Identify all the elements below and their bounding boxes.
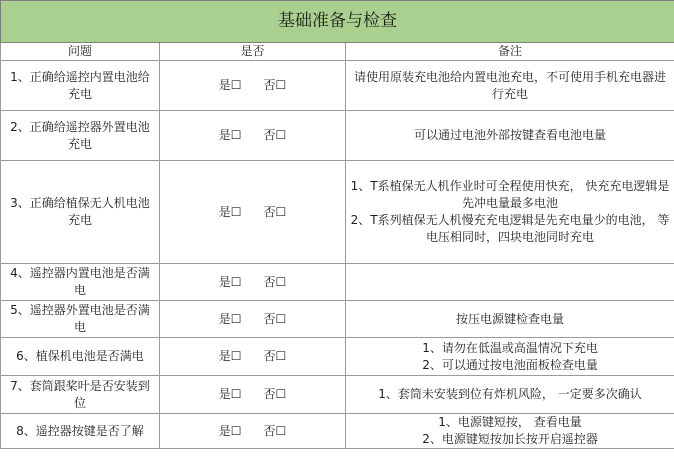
remark-cell: [346, 376, 674, 414]
remark-line: 1、电源键短按， 查看电量: [438, 415, 582, 429]
title-row: [1, 1, 674, 43]
question-cell: 2、正确给遥控器外置电池充电: [1, 111, 160, 161]
yes-checkbox[interactable]: 是☐: [218, 311, 242, 326]
table-row: [1, 264, 674, 301]
question-cell: 1、正确给遥控内置电池给充电: [1, 61, 160, 111]
header-question: 问题: [1, 43, 160, 61]
remark-cell: [346, 301, 674, 338]
yesno-cell: [160, 338, 346, 376]
remark-cell: [346, 161, 674, 264]
header-row: [1, 43, 674, 61]
yesno-cell: [160, 376, 346, 414]
yesno-cell: [160, 414, 346, 449]
table-row: [1, 61, 674, 111]
remark-cell: [346, 111, 674, 161]
table-row: [1, 301, 674, 338]
remark-cell: [346, 338, 674, 376]
no-checkbox[interactable]: 否☐: [263, 78, 287, 92]
sheet-title: 基础准备与检查: [1, 1, 674, 43]
header-remark: 备注: [346, 43, 674, 61]
yes-checkbox[interactable]: 是☐: [218, 128, 242, 142]
yesno-cell: [160, 161, 346, 264]
checklist-rows: [1, 61, 674, 449]
question-cell: 4、遥控器内置电池是否满电: [1, 264, 160, 301]
question-cell: 5、遥控器外置电池是否满电: [1, 301, 160, 338]
yesno-cell: [160, 111, 346, 161]
no-checkbox[interactable]: 否☐: [263, 274, 287, 289]
question-cell: 7、套筒跟桨叶是否安装到位: [1, 376, 160, 414]
no-checkbox[interactable]: 否☐: [263, 423, 287, 438]
yes-checkbox[interactable]: 是☐: [218, 387, 242, 401]
no-checkbox[interactable]: 否☐: [263, 349, 287, 363]
yes-checkbox[interactable]: 是☐: [218, 274, 242, 289]
table-row: [1, 376, 674, 414]
table-row: [1, 161, 674, 264]
remark-line: 按压电源键检查电量: [456, 311, 565, 326]
no-checkbox[interactable]: 否☐: [263, 204, 287, 219]
table-row: [1, 338, 674, 376]
remark-line: 2、可以通过按电池面板检查电量: [422, 357, 598, 372]
remark-line: 请使用原装充电池给内置电池充电，不可使用手机充电器进行充电: [354, 69, 667, 101]
remark-line: 可以通过电池外部按键查看电池电量: [414, 128, 607, 142]
question-cell: 3、正确给植保无人机电池充电: [1, 161, 160, 264]
remark-line: 2、T系列植保无人机慢充充电逻辑是先充电量少的电池， 等电压相同时，四块电池同时充电: [350, 213, 670, 244]
yes-checkbox[interactable]: 是☐: [218, 204, 242, 219]
yes-checkbox[interactable]: 是☐: [218, 78, 242, 92]
remark-cell: [346, 414, 674, 449]
remark-cell: [346, 264, 674, 301]
question-cell: 6、植保机电池是否满电: [1, 338, 160, 376]
question-cell: 8、遥控器按键是否了解: [1, 414, 160, 449]
table-row: [1, 111, 674, 161]
yesno-cell: [160, 301, 346, 338]
remark-line: 1、T系植保无人机作业时可全程使用快充， 快充充电逻辑是先冲电量最多电池: [350, 179, 670, 210]
yesno-cell: [160, 264, 346, 301]
yes-checkbox[interactable]: 是☐: [218, 349, 242, 363]
header-yesno: 是否: [160, 43, 346, 61]
no-checkbox[interactable]: 否☐: [263, 128, 287, 142]
yes-checkbox[interactable]: 是☐: [218, 423, 242, 438]
yesno-cell: [160, 61, 346, 111]
remark-line: 2、电源键短按加长按开启遥控器: [422, 432, 598, 446]
no-checkbox[interactable]: 否☐: [263, 311, 287, 326]
remark-line: 1、套筒未安装到位有炸机风险， 一定要多次确认: [378, 387, 642, 401]
remark-cell: [346, 61, 674, 111]
remark-line: 1、请勿在低温或高温情况下充电: [422, 340, 598, 355]
table-row: [1, 414, 674, 449]
no-checkbox[interactable]: 否☐: [263, 387, 287, 401]
